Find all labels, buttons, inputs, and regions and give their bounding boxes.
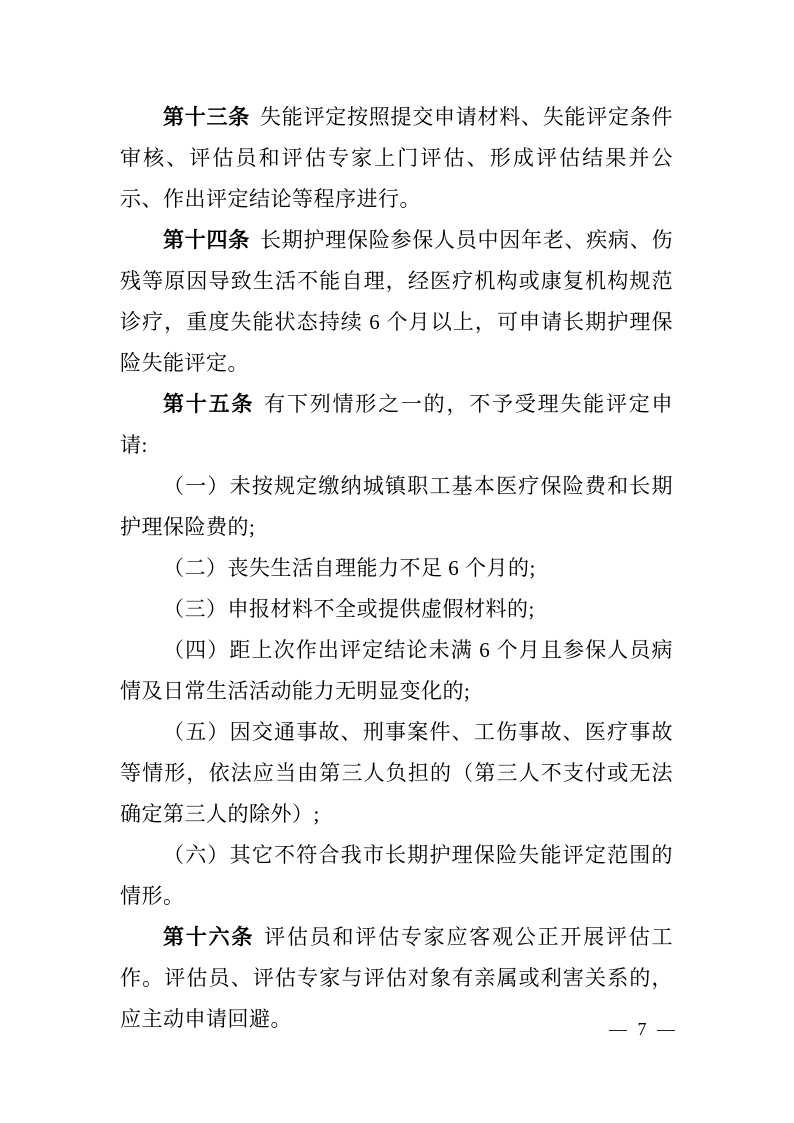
paragraph-article-13 [120,97,673,220]
article-16-text: 评估员和评估专家应客观公正开展评估工作。评估员、评估专家与评估对象有亲属或利害关系的，应主动申请回避。 [120,925,674,1031]
document-body [120,97,673,1040]
item-5-text: （五）因交通事故、刑事案件、工伤事故、医疗事故等情形，依法应当由第三人负担的（第三人不支付或无法确定第三人的除外）; [120,720,673,826]
paragraph-item-6 [120,835,673,917]
paragraph-item-4 [120,630,673,712]
paragraph-article-15 [120,384,673,466]
paragraph-article-16 [120,917,673,1040]
paragraph-item-1 [120,466,673,548]
article-16-number: 第十六条 [163,925,255,949]
paragraph-item-5 [120,712,673,835]
article-14-text: 长期护理保险参保人员中因年老、疾病、伤残等原因导致生活不能自理，经医疗机构或康复机构规范诊疗，重度失能状态持续 6 个月以上，可申请长期护理保险失能评定。 [120,228,673,375]
item-2-text: （二）丧失生活自理能力不足 6 个月的; [163,556,536,580]
paragraph-item-2 [120,548,673,589]
article-13-text: 失能评定按照提交申请材料、失能评定条件审核、评估员和评估专家上门评估、形成评估结果并公示、作出评定结论等程序进行。 [120,105,673,211]
paragraph-item-3 [120,589,673,630]
article-15-number: 第十五条 [163,392,255,416]
item-4-text: （四）距上次作出评定结论未满 6 个月且参保人员病情及日常生活活动能力无明显变化的; [120,638,673,703]
paragraph-article-14 [120,220,673,384]
page-number: — 7 — [609,1019,678,1039]
item-1-text: （一）未按规定缴纳城镇职工基本医疗保险费和长期护理保险费的; [120,474,673,539]
item-3-text: （三）申报材料不全或提供虚假材料的; [163,597,535,621]
article-15-text: 有下列情形之一的，不予受理失能评定申请: [120,392,674,457]
article-13-number: 第十三条 [163,105,250,129]
article-14-number: 第十四条 [163,228,250,252]
item-6-text: （六）其它不符合我市长期护理保险失能评定范围的情形。 [120,843,673,908]
